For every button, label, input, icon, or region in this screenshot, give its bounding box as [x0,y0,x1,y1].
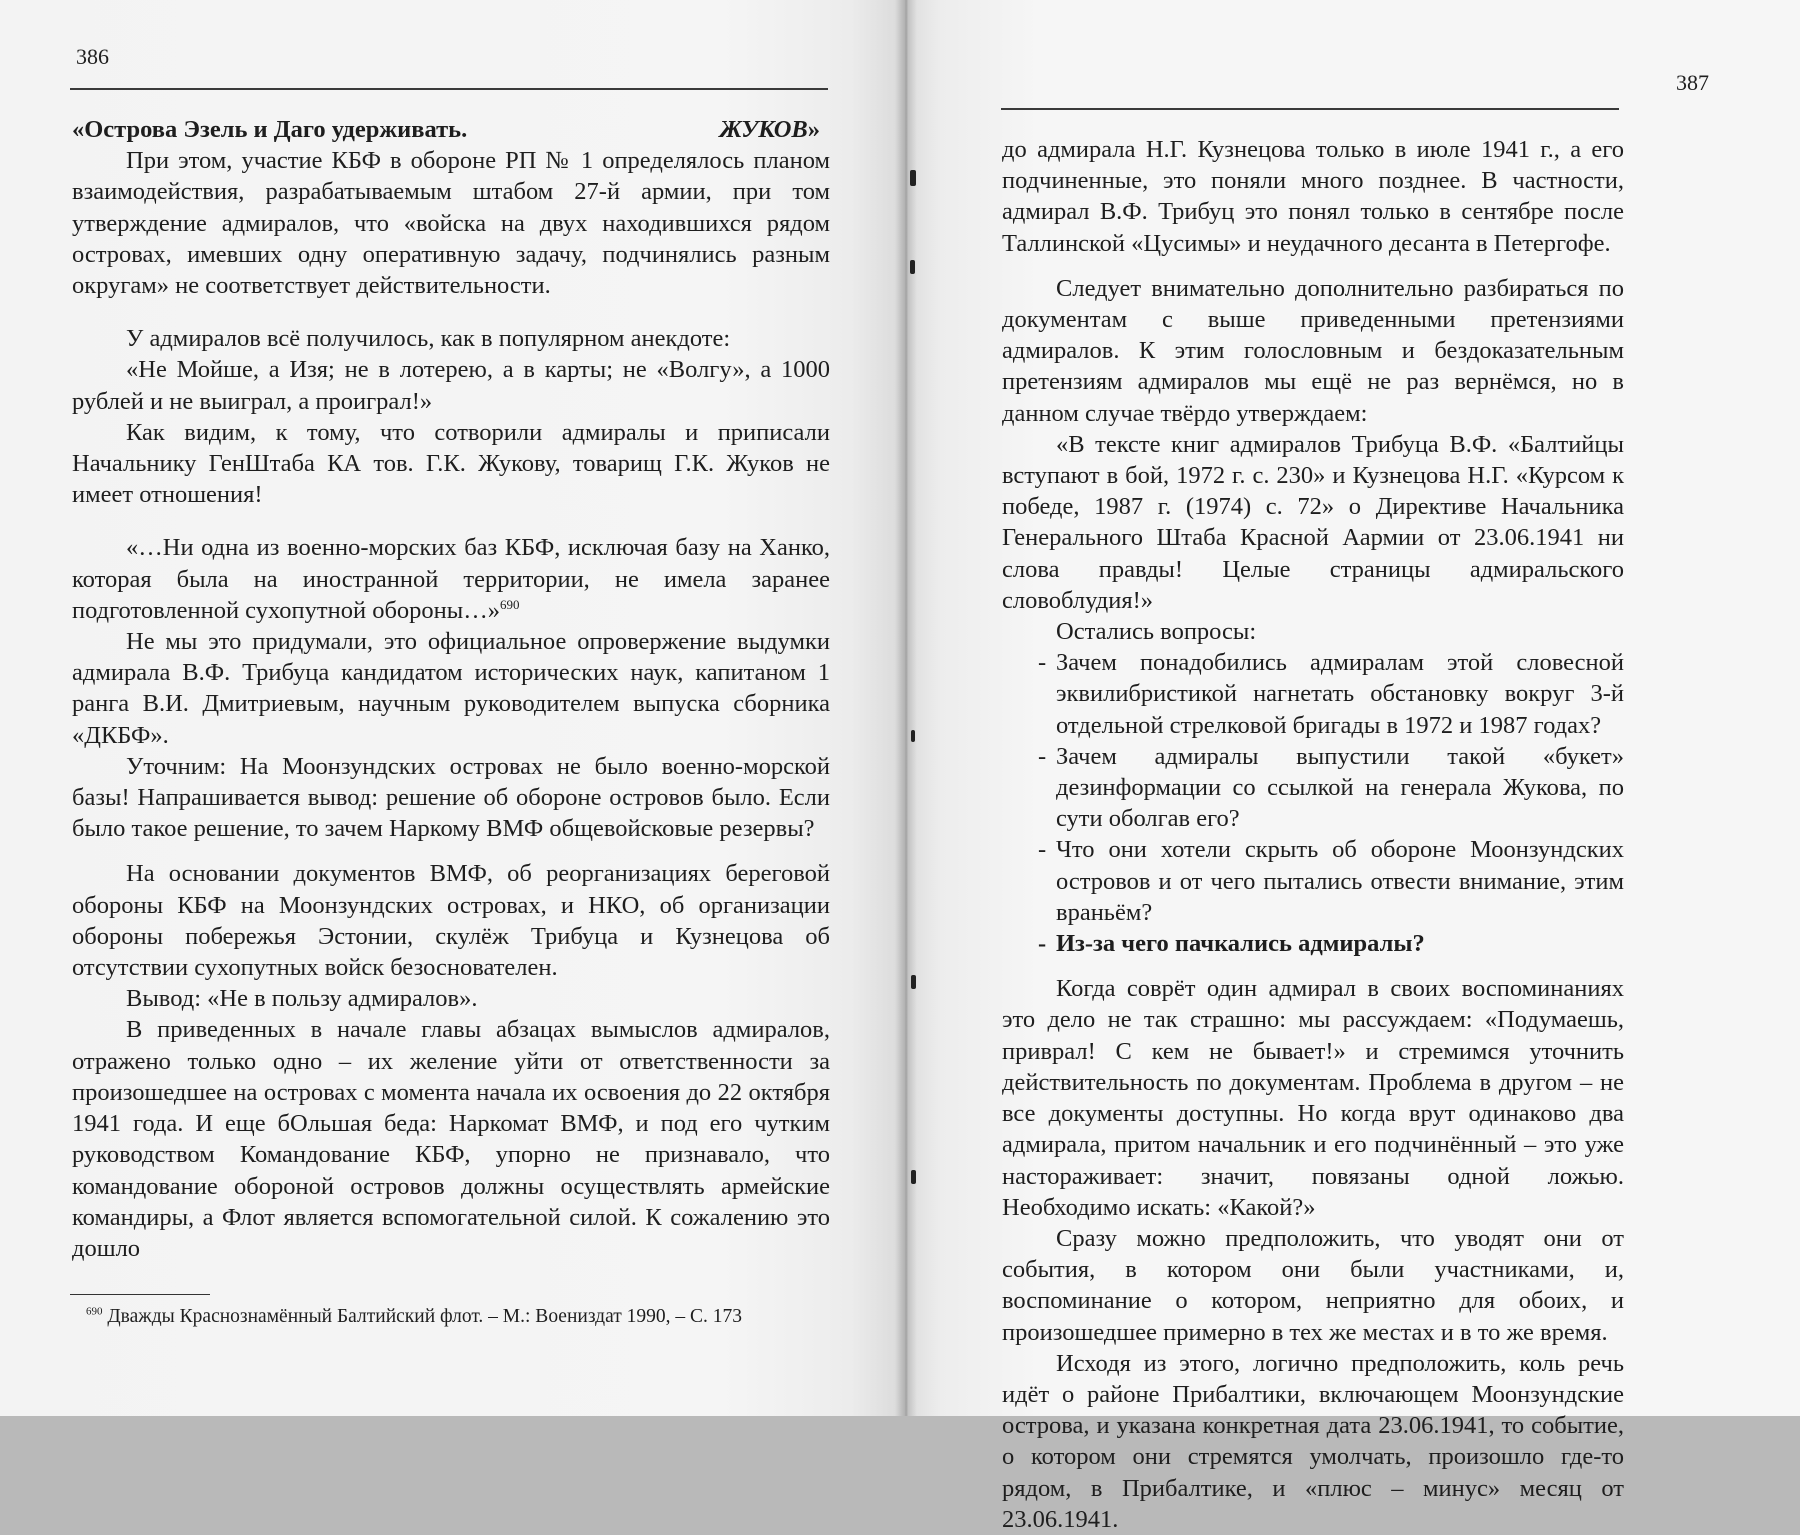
quoted-order-heading [72,114,830,145]
list-item: - Зачем понадобились адмиралам этой словесной эквилибристикой нагнетать обстановку вокруг 3-й отдельной стрелковой бригады в 1972 и 1987 годах? [1038,649,1624,739]
paragraph: Уточним: На Моонзундских островах не было военно-морской базы! Напрашивается вывод: решение об обороне островов было. Если было такое решение, то зачем Наркому ВМФ общевойсковые резервы? [72,752,830,843]
footnote-rule [70,1294,210,1295]
footnote-text: Дважды Краснознамённый Балтийский флот. – М.: Воениздат 1990, – С. 173 [107,1306,743,1327]
right-page [905,0,1800,1533]
paragraph: Вывод: «Не в пользу адмиралов». [126,985,478,1013]
footnote-reference[interactable]: 690 [500,596,520,612]
quote-text: «…Ни одна из военно-морских баз КБФ, исключая базу на Ханко, которая была на иностранной территории, не имела заранее подготовленной сухопутной обороны…» [72,534,830,624]
paragraph: «Не Мойше, а Изя; не в лотерею, а в карты; не «Волгу», а 1000 рублей и не выиграл, а проиграл!» [72,356,830,415]
left-page-text [72,114,830,1264]
left-page [0,0,905,1416]
paragraph: Остались вопросы: [1056,618,1257,646]
paragraph: Следует внимательно дополнительно разбираться по документам с выше приведенными претензиями адмиралов. К этим голословным и бездоказательным претензиям адмиралов мы ещё не раз вернёмся, но в данном случае твёрдо утверждаем: [1002,274,1624,427]
binding-mark [911,1170,916,1184]
paragraph: При этом, участие КБФ в обороне РП № 1 определялось планом взаимодействия, разрабатываемым штабом 27-й армии, при том утверждение адмиралов, что «войска на двух находившихся рядом островах, имевших одну оперативную задачу, подчинялись разным округам» не соответствует действительности. [72,147,830,300]
list-item: - Из-за чего пачкались адмиралы? [1038,930,1425,958]
header-rule-right [1001,108,1619,110]
list-item: - Что они хотели скрыть об обороне Моонзундских островов и от чего пытались отвести внимание, этим враньём? [1038,836,1624,926]
right-page-text [1002,134,1624,1535]
paragraph: Сразу можно предположить, что уводят они от события, в котором они были участниками, и, воспоминание о котором, неприятно для обоих, и произошедшее примерно в тех же местах и в то же время. [1002,1224,1624,1346]
binding-mark [911,730,915,742]
order-signature: ЖУКОВ [719,116,808,143]
binding-mark [910,170,916,186]
paragraph: Исходя из этого, логично предположить, коль речь идёт о районе Прибалтики, включающем Моонзундские острова, и указана конкретная дата 23.06.1941, то событие, о котором они стремятся умолчать, произошло где-то рядом, в Прибалтике, и «плюс – минус» месяц от 23.06.1941. [1002,1349,1624,1533]
paragraph-with-footnote [72,532,830,626]
binding-mark [910,260,915,274]
paragraph: Как видим, к тому, что сотворили адмиралы и приписали Начальнику ГенШтаба КА тов. Г.К. Жукову, товарищ Г.К. Жуков не имеет отношения! [72,418,830,509]
paragraph: Когда соврёт один адмирал в своих воспоминаниях это дело не так страшно: мы рассуждаем: «Подумаешь, приврал! С кем не бывает!» и стремимся уточнить действительность по документам. Проблема в другом – не все документы доступны. Но когда врут одинаково два адмирала, притом начальник и его подчинённый – это уже настораживает: значит, повязаны одной ложью. Необходимо искать: «Какой?» [1002,975,1624,1221]
paragraph: В приведенных в начале главы абзацах вымыслов адмиралов, отражено только одно – их желение уйти от ответственности за произошедшее на островах с момента начала их освоения до 22 октября 1941 года. И еще бОльшая беда: Наркомат ВМФ, и под его чутким руководством Командование КБФ, упорно не признавало, что командование обороной островов должны осуществлять армейские командиры, а Флот является вспомогательной силой. К сожалению это дошло [72,1016,830,1262]
paragraph: «В тексте книг адмиралов Трибуца В.Ф. «Балтийцы вступают в бой, 1972 г. с. 230» и Кузнецова Н.Г. «Курсом к победе, 1987 г. (1974) с. 72» о Директиве Начальника Генерального Штаба Красной Аармии от 23.06.1941 ни слова правды! Целые страницы адмиральского словоблудия!» [1002,430,1624,614]
paragraph: Не мы это придумали, это официальное опровержение выдумки адмирала В.Ф. Трибуца кандидатом исторических наук, капитаном 1 ранга В.И. Дмитриевым, научным руководителем выпуска сборника «ДКБФ». [72,628,830,749]
page-number-right: 387 [1676,70,1709,95]
footnote [86,1304,831,1330]
header-rule-left [70,88,828,90]
list-item: - Зачем адмиралы выпустили такой «букет» дезинформации со ссылкой на генерала Жукова, по сути оболгав его? [1038,742,1624,833]
page-number-left: 386 [76,44,109,69]
order-closing-quote: » [807,116,820,143]
footnote-number: 690 [86,1305,103,1318]
paragraph: На основании документов ВМФ, об реорганизациях береговой обороны КБФ на Моонзундских островах, и НКО, об организации обороны побережья Эстонии, скулёж Трибуца и Кузнецова об отсутствии сухопутных войск безоснователен. [72,860,830,982]
paragraph: У адмиралов всё получилось, как в популярном анекдоте: [126,325,731,353]
order-quote: «Острова Эзель и Даго удерживать. [72,116,468,143]
paragraph: до адмирала Н.Г. Кузнецова только в июле 1941 г., а его подчиненные, это поняли много позднее. В частности, адмирал В.Ф. Трибуц это понял только в сентябре после Таллинской «Цусимы» и неудачного десанта в Петергофе. [1002,136,1624,257]
book-spine-shadow [895,0,917,1416]
binding-mark [911,975,916,989]
questions-list [1002,647,1624,959]
